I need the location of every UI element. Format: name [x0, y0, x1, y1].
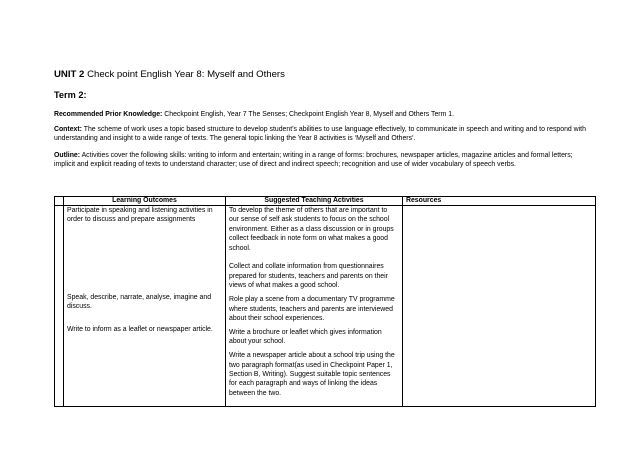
- activity-item: Role play a scene from a documentary TV programme where students, teachers and parents are interviewed about their school experiences.: [229, 296, 395, 322]
- outcomes-header: Learning Outcomes: [64, 197, 226, 206]
- table-row: [55, 206, 596, 407]
- margin-cell: [55, 206, 64, 407]
- prior-knowledge-text: Checkpoint English, Year 7 The Senses; Checkpoint English Year 8, Myself and Others Term 1.: [164, 111, 454, 118]
- context-paragraph: [54, 125, 594, 144]
- table-header-row: [55, 197, 596, 206]
- outcomes-cell: [64, 206, 226, 407]
- margin-header: [55, 197, 64, 206]
- activities-cell: [226, 206, 403, 407]
- outline-paragraph: [54, 151, 594, 170]
- resources-cell: [403, 206, 596, 407]
- term-heading: Term 2:: [54, 90, 87, 100]
- activities-header: Suggested Teaching Activities: [226, 197, 403, 206]
- unit-label: UNIT 2: [54, 69, 85, 80]
- unit-title-text: Check point English Year 8: Myself and Others: [87, 69, 285, 80]
- activity-item: Collect and collate information from questionnaires prepared for students, teachers and parents on their views of what makes a good school.: [229, 263, 388, 290]
- outline-label: Outline:: [54, 152, 81, 159]
- activity-item: To develop the theme of others that are important to our sense of self ask students to focus on the school environment. Either as a class discussion or in groups collect feedback in note form on what makes a good school.: [229, 207, 394, 252]
- outline-text: Activities cover the following skills: writing to inform and entertain; writing in a range of forms: brochures, newspaper articles, magazine articles and formal letters; implicit and explicit reading of texts to understand character; use of direct and indirect speech; recognition and use of wider vocabulary of speech verbs.: [54, 152, 573, 169]
- prior-knowledge-paragraph: [54, 110, 594, 119]
- context-label: Context:: [54, 126, 82, 133]
- prior-knowledge-label: Recommended Prior Knowledge:: [54, 111, 163, 118]
- scheme-of-work-table: [54, 196, 596, 407]
- activity-item: Write a brochure or leaflet which gives information about your school.: [229, 328, 382, 346]
- context-text: The scheme of work uses a topic based structure to develop student’s abilities to use language effectively, to communicate in speech and writing and to respond with understanding and insight to a wide range of texts. The general topic linking the Year 8 activities is ‘Myself and Others’.: [54, 126, 586, 143]
- activity-item: Write a newspaper article about a school trip using the two paragraph format(as used in Checkpoint Paper 1, Section B, Writing). Suggest suitable topic sentences for each paragraph and ways of linking the ideas between the two.: [229, 352, 395, 397]
- outcome-item: Speak, describe, narrate, analyse, imagine and discuss.: [67, 293, 212, 311]
- outcome-item: Write to inform as a leaflet or newspaper article.: [67, 325, 213, 333]
- unit-title: [54, 69, 285, 80]
- outcome-item: Participate in speaking and listening activities in order to discuss and prepare assignments: [67, 207, 213, 224]
- resources-header: Resources: [403, 197, 596, 206]
